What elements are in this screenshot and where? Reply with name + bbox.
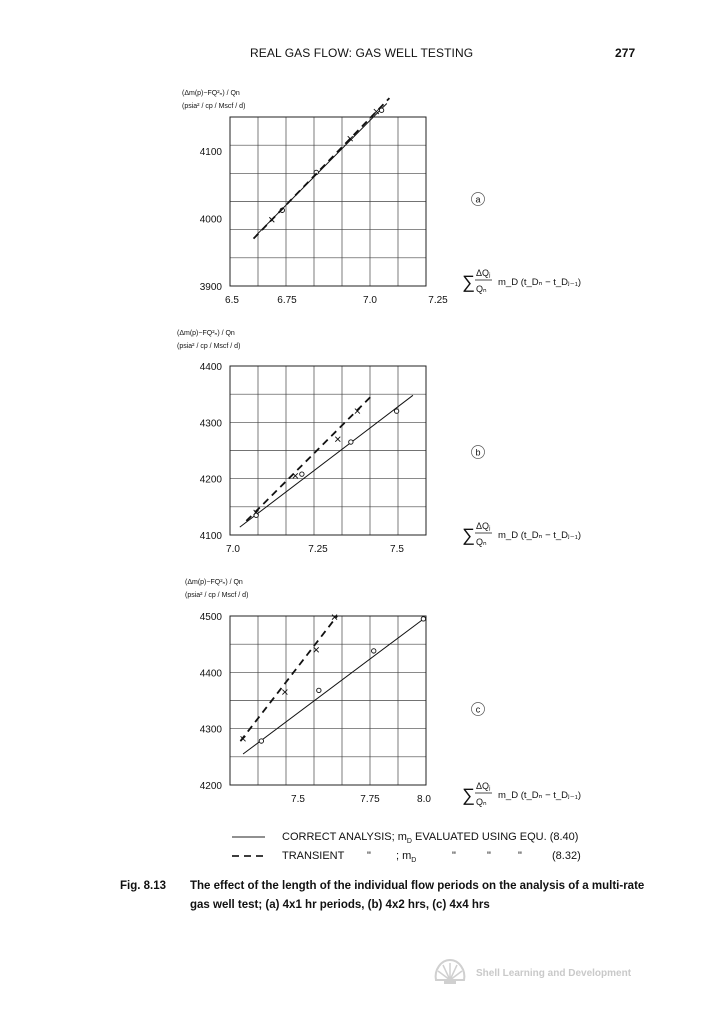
y-tick-label: 3900 [199,282,222,293]
page-number: 277 [615,46,636,60]
data-point-correct [300,472,304,476]
panel-label: c [475,704,481,715]
y-tick-label: 4400 [199,668,222,680]
y-tick-label: 4300 [199,418,222,430]
y-axis-label: (Δm(p)−FQ²ₙ) / Qn [185,579,243,586]
x-axis-label-sum: ∑ [462,525,475,545]
footer-logo [432,956,642,986]
y-axis-label: (Δm(p)−FQ²ₙ) / Qn [177,330,235,337]
y-axis-units: (psia² / cp / Mscf / d) [185,592,249,599]
x-tick-label: 7.0 [363,295,377,306]
caption-label: Fig. 8.13 [120,880,167,892]
data-point-transient [293,473,298,478]
series-line-transient [240,616,337,741]
shell-logo-icon [432,956,468,986]
x-axis-label-dq: ΔQⱼ [476,268,491,278]
x-tick-label: 7.75 [360,794,380,805]
y-tick-label: 4100 [199,531,222,542]
footer-text: Shell Learning and Development [476,968,632,979]
x-tick-label: 7.25 [428,295,448,306]
x-tick-label: 6.5 [225,295,239,306]
series-line-correct [243,617,426,754]
series-line-correct [240,395,413,527]
legend-ditto-3: " [487,850,491,862]
legend-solid-label: CORRECT ANALYSIS; $m_D$ EVALUATED USING EQU. (8.40) [282,831,579,846]
y-axis-units: (psia² / cp / Mscf / d) [177,343,241,350]
x-axis-label-dq: ΔQⱼ [476,781,491,791]
x-axis-label-qn: Qₙ [476,537,487,547]
data-point-correct [372,649,376,653]
legend-dashed-eq: (8.32) [552,850,581,862]
data-point-correct [317,688,321,692]
x-axis-label [462,268,581,294]
x-axis-label-sum: ∑ [462,785,475,805]
data-point-transient [282,690,287,695]
x-axis-label [462,781,581,807]
y-axis-label: (Δm(p)−FQ²ₙ) / Qn [182,90,240,97]
y-tick-label: 4000 [199,214,222,226]
y-tick-label: 4500 [199,612,222,623]
x-axis-label-qn: Qₙ [476,797,487,807]
y-tick-label: 4200 [199,781,222,792]
y-tick-label: 4400 [199,362,222,373]
legend-ditto-4: " [518,850,522,862]
x-axis-label-expr: m_D (t_Dₙ − t_Dⱼ₋₁) [498,530,582,541]
x-tick-label: 7.25 [308,544,328,555]
x-axis-label-sum: ∑ [462,272,475,292]
x-axis-label-dq: ΔQⱼ [476,521,491,531]
data-point-correct [394,409,398,413]
x-tick-label: 6.75 [277,295,297,306]
data-point-transient [335,437,340,442]
x-axis-label-expr: m_D (t_Dₙ − t_Dⱼ₋₁) [498,790,582,801]
chart-panel-c [185,579,581,807]
legend-dashed-m: ; $m_D$ [396,850,417,865]
y-tick-label: 4300 [199,724,222,736]
chart-panel-b [177,330,581,555]
data-point-transient [269,217,274,222]
y-axis-units: (psia² / cp / Mscf / d) [182,103,246,110]
y-tick-label: 4200 [199,474,222,486]
data-point-correct [349,440,353,444]
data-point-correct [259,739,263,743]
x-tick-label: 7.5 [390,544,404,555]
legend-dashed-label: TRANSIENT [282,850,345,862]
legend-ditto-1: " [367,850,371,862]
data-point-transient [314,647,319,652]
y-tick-label: 4100 [199,146,222,158]
panel-label: a [475,194,481,205]
legend-ditto-2: " [452,850,456,862]
series-line-transient [246,397,370,521]
x-tick-label: 7.5 [291,794,305,805]
x-tick-label: 7.0 [226,544,240,555]
panel-label: b [475,447,481,458]
data-point-correct [421,617,425,621]
chart-panel-a [182,90,581,306]
caption-text: The effect of the length of the individual flow periods on the analysis of a multi-rate gas well test; (a) 4x1 hr periods, (b) 4x2 hrs, (c) 4x4 hrs [190,880,645,911]
x-axis-label-qn: Qₙ [476,284,487,294]
running-header: REAL GAS FLOW: GAS WELL TESTING [250,46,474,60]
x-axis-label [462,521,581,547]
x-tick-label: 8.0 [417,794,431,805]
x-axis-label-expr: m_D (t_Dₙ − t_Dⱼ₋₁) [498,277,582,288]
